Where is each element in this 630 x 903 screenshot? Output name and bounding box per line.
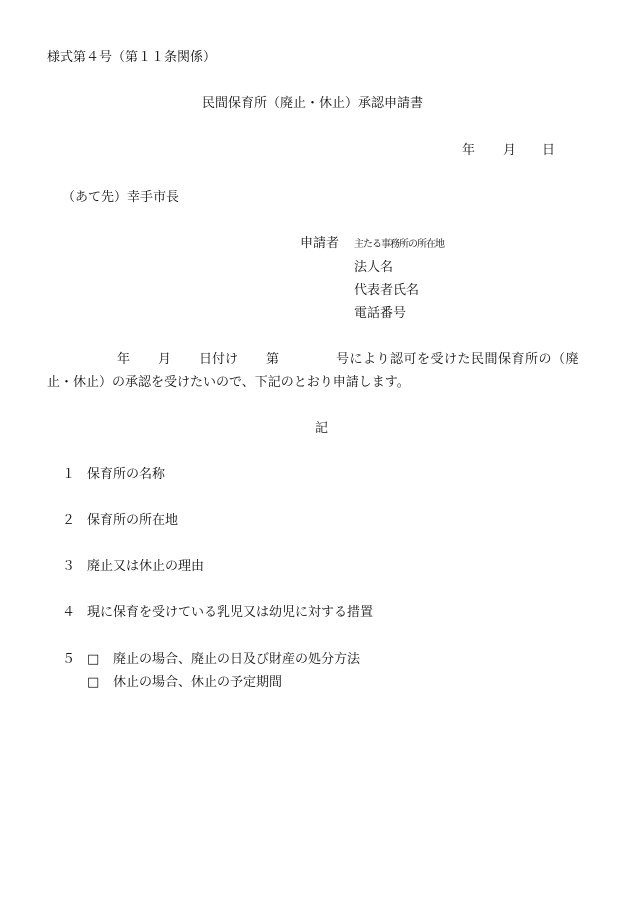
ki-heading: 記 <box>315 421 329 436</box>
date-year: 年 <box>462 143 476 158</box>
item-text: 保育所の名称 <box>87 467 166 482</box>
phone-label: 電話番号 <box>354 306 407 321</box>
item-number: ５ <box>62 652 76 667</box>
item-number: １ <box>62 467 76 482</box>
date-month: 月 <box>503 143 517 158</box>
body-month: 月 <box>158 352 172 367</box>
item-text: 保育所の所在地 <box>87 513 179 528</box>
option-suspension-text: 休止の場合、休止の予定期間 <box>113 675 283 690</box>
office-location-label: 主たる事務所の所在地 <box>354 239 444 250</box>
document-title: 民間保育所（廃止・休止）承認申請書 <box>202 96 424 111</box>
representative-label: 代表者氏名 <box>354 283 420 298</box>
body-year: 年 <box>117 352 131 367</box>
item-text: 現に保育を受けている乳児又は幼児に対する措置 <box>87 605 374 620</box>
addressee: （あて先）幸手市長 <box>62 190 180 205</box>
corp-name-label: 法人名 <box>354 260 394 275</box>
body-dated: 日付け <box>199 352 239 367</box>
date-day: 日 <box>542 143 556 158</box>
item-number: ３ <box>62 559 76 574</box>
item-number: ４ <box>62 605 76 620</box>
item-number: ２ <box>62 513 76 528</box>
body-line1-rest: 号により認可を受けた民間保育所の（廃 <box>336 352 580 367</box>
applicant-label: 申請者 <box>300 236 340 251</box>
item-text: 廃止又は休止の理由 <box>87 559 205 574</box>
checkbox-suspension[interactable]: □ <box>87 675 100 690</box>
checkbox-abolition[interactable]: □ <box>87 652 100 667</box>
body-no-prefix: 第 <box>266 352 280 367</box>
body-line2: 止・休止）の承認を受けたいので、下記のとおり申請します。 <box>47 375 410 390</box>
option-abolition-text: 廃止の場合、廃止の日及び財産の処分方法 <box>113 652 361 667</box>
form-number: 様式第４号（第１１条関係） <box>47 50 217 65</box>
